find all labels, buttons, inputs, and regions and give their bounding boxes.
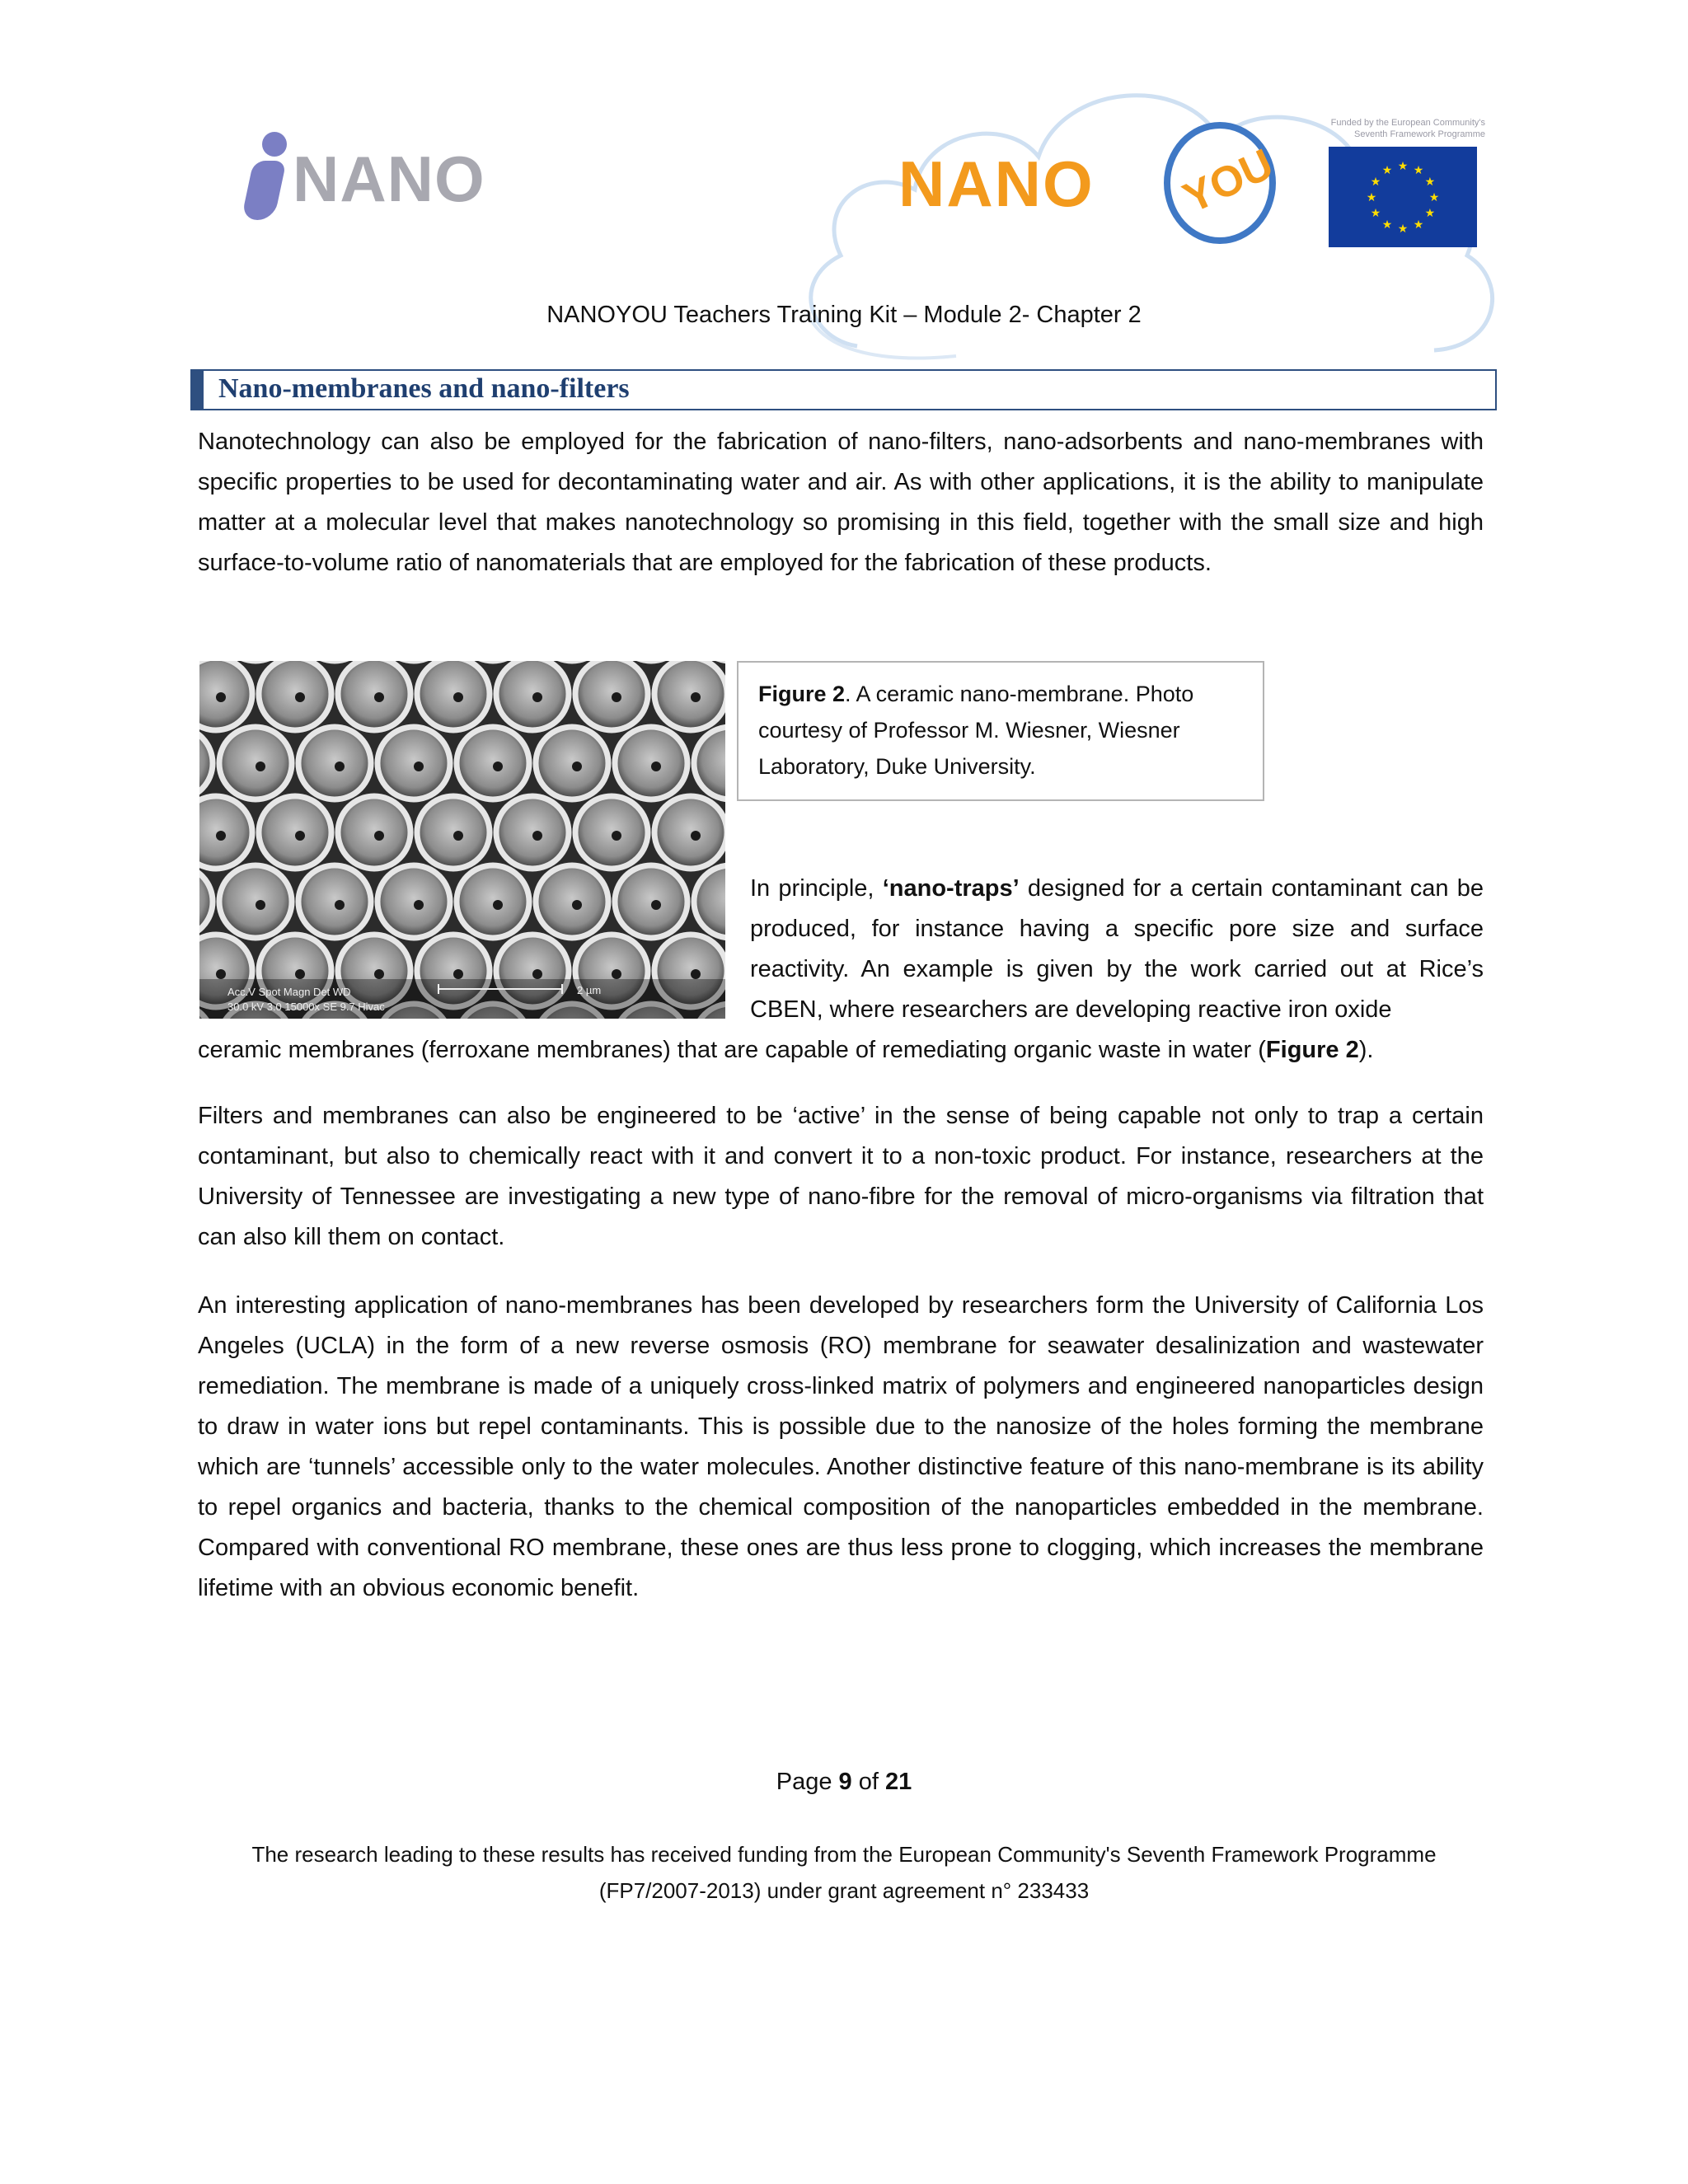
paragraph-text: ).	[1358, 1037, 1374, 1063]
paragraph-nano-traps	[750, 869, 1484, 1030]
sem-pore	[457, 865, 529, 938]
eu-star-icon: ★	[1424, 175, 1436, 188]
sem-pore-hole	[256, 900, 265, 910]
page-current: 9	[838, 1769, 852, 1795]
sem-pore	[575, 796, 648, 869]
sem-pore	[457, 727, 529, 799]
sem-scale-label: 2 µm	[577, 984, 602, 996]
page-number	[0, 1769, 1688, 1796]
sem-pore-hole	[414, 762, 424, 771]
sem-pore-hole	[453, 831, 463, 841]
funding-note	[0, 1836, 1688, 1909]
sem-membrane-graphic	[199, 661, 725, 1019]
page-number-prefix: Page	[776, 1769, 839, 1795]
sem-pore	[259, 796, 331, 869]
eu-funding-caption: Funded by the European Community's Seventh Framework Programme	[1330, 118, 1485, 139]
sem-pore-hole	[612, 692, 621, 702]
sem-pore	[298, 865, 371, 938]
figure-reference: Figure 2	[1265, 1037, 1359, 1063]
sem-pore	[377, 865, 450, 938]
sem-pore-hole	[374, 692, 384, 702]
sem-pore	[496, 796, 569, 869]
sem-pore-hole	[335, 900, 345, 910]
sem-pore	[417, 796, 490, 869]
sem-pore-hole	[572, 900, 582, 910]
section-heading-bar	[192, 371, 204, 409]
sem-pore-hole	[651, 762, 661, 771]
sem-pore	[615, 865, 687, 938]
sem-pore	[615, 727, 687, 799]
sem-pore-hole	[691, 969, 701, 979]
sem-pore	[377, 727, 450, 799]
funding-note-line2: (FP7/2007-2013) under grant agreement n° 233433	[598, 1878, 1090, 1903]
eu-star-icon: ★	[1381, 163, 1393, 177]
eu-star-icon: ★	[1397, 222, 1409, 235]
eu-star-icon: ★	[1424, 206, 1436, 219]
sem-pore-hole	[532, 969, 542, 979]
sem-pore-hole	[295, 692, 305, 702]
sem-pore-hole	[493, 762, 503, 771]
eu-star-icon: ★	[1413, 217, 1424, 231]
sem-label-row2: 30.0 kV 3.0 15000x SE 9.7 Hivac	[227, 1001, 385, 1013]
eu-star-icon: ★	[1413, 163, 1424, 177]
sem-pore-hole	[295, 969, 305, 979]
paragraph-intro: Nanotechnology can also be employed for the fabrication of nano-filters, nano-adsorbents and nano-membranes with specific properties to be used for decontaminating water and air. As with other applications, it is the ability to manipulate matter at a molecular level that makes nanotechnology so promising in this field, together with the small size and high surface-to-volume ratio of nanomaterials that are employed for the fabrication of these products.	[198, 429, 1484, 576]
inano-logo-text: NANO	[293, 143, 485, 215]
paragraph-text: designed for a certain contaminant can be produced, for instance having a specific pore size and surface reactivity. An example is given by the work carried out at Rice’s CBEN, where researchers are developing reactive iron oxide	[750, 875, 1484, 1023]
eu-star-icon: ★	[1370, 206, 1381, 219]
sem-pore	[536, 727, 608, 799]
section-heading	[190, 369, 1497, 410]
nano-traps-term: ‘nano-traps’	[882, 875, 1020, 902]
figure-caption-text: . A ceramic nano-membrane. Photo courtesy of Professor M. Wiesner, Wiesner Laboratory, Duke University.	[758, 682, 1194, 779]
sem-label-row1: Acc.V Spot Magn Det WD	[227, 986, 351, 998]
sem-pore-hole	[691, 831, 701, 841]
sem-pore	[654, 661, 725, 730]
sem-pore-hole	[612, 969, 621, 979]
funding-note-line1: The research leading to these results has received funding from the European Community's Seventh Framework Programme	[251, 1842, 1437, 1867]
sem-pore-hole	[295, 831, 305, 841]
nanoyou-logo-text: NANO	[898, 148, 1095, 220]
sem-pore-hole	[414, 900, 424, 910]
sem-pore	[298, 727, 371, 799]
sem-pore	[338, 661, 410, 730]
sem-pore	[536, 865, 608, 938]
sem-pore-hole	[335, 762, 345, 771]
sem-pore-hole	[453, 692, 463, 702]
sem-pore-hole	[651, 900, 661, 910]
eu-star-icon: ★	[1397, 159, 1409, 172]
sem-pore-hole	[572, 762, 582, 771]
inano-logo-dot-icon	[262, 132, 287, 157]
sem-pore-hole	[532, 831, 542, 841]
sem-pore	[219, 727, 292, 799]
document-header-title: NANOYOU Teachers Training Kit – Module 2- Chapter 2	[546, 302, 1142, 328]
sem-pore	[575, 661, 648, 730]
sem-pore-hole	[453, 969, 463, 979]
sem-pore	[219, 865, 292, 938]
sem-pore-hole	[532, 692, 542, 702]
sem-pore-hole	[493, 900, 503, 910]
sem-pore	[199, 796, 252, 869]
nanoyou-logo-you-text: YOU	[1176, 139, 1281, 223]
page-header	[0, 0, 1688, 363]
sem-pore	[259, 661, 331, 730]
figure-caption	[737, 661, 1264, 801]
sem-pore-hole	[216, 831, 226, 841]
eu-star-icon: ★	[1370, 175, 1381, 188]
paragraph-text: ceramic membranes (ferroxane membranes) that are capable of remediating organic waste in water (	[198, 1037, 1266, 1063]
sem-pore-hole	[216, 692, 226, 702]
sem-pore-hole	[256, 762, 265, 771]
page-total: 21	[884, 1769, 912, 1795]
eu-flag-icon	[1329, 147, 1477, 247]
sem-pore	[199, 661, 252, 730]
sem-pore-hole	[216, 969, 226, 979]
sem-pore-hole	[612, 831, 621, 841]
eu-star-icon: ★	[1381, 217, 1393, 231]
sem-pore-hole	[691, 692, 701, 702]
paragraph-text: In principle,	[750, 875, 883, 902]
paragraph-active-filters: Filters and membranes can also be engineered to be ‘active’ in the sense of being capable not only to trap a certain contaminant, but also to chemically react with it and convert it to a non-toxic product. For instance, researchers at the University of Tennessee are investigating a new type of nano-fibre for the removal of micro-organisms via filtration that can also kill them on contact.	[198, 1103, 1484, 1250]
page-number-middle: of	[851, 1769, 885, 1795]
figure-caption-label: Figure 2	[758, 682, 846, 706]
paragraph-nano-traps-continued	[198, 1030, 1484, 1071]
sem-pore-hole	[374, 969, 384, 979]
sem-pore	[654, 796, 725, 869]
paragraph-ucla-membrane: An interesting application of nano-membranes has been developed by researchers form the University of California Los Angeles (UCLA) in the form of a new reverse osmosis (RO) membrane for seawater desalinization and wastewater remediation. The membrane is made of a uniquely cross-linked matrix of polymers and engineered nanoparticles design to draw in water ions but repel contaminants. This is possible due to the nanosize of the holes forming the membrane which are ‘tunnels’ accessible only to the water molecules. Another distinctive feature of this nano-membrane is its ability to repel organics and bacteria, thanks to the chemical composition of the nanoparticles embedded in the membrane. Compared with conventional RO membrane, these ones are thus less prone to clogging, which increases the membrane lifetime with an obvious economic benefit.	[198, 1292, 1484, 1601]
sem-pore	[338, 796, 410, 869]
sem-pore	[496, 661, 569, 730]
eu-star-icon: ★	[1366, 190, 1377, 204]
sem-pore-hole	[374, 831, 384, 841]
sem-pore	[417, 661, 490, 730]
eu-star-icon: ★	[1428, 190, 1440, 204]
sem-membrane-image	[199, 661, 725, 1019]
section-heading-text: Nano-membranes and nano-filters	[218, 373, 630, 404]
